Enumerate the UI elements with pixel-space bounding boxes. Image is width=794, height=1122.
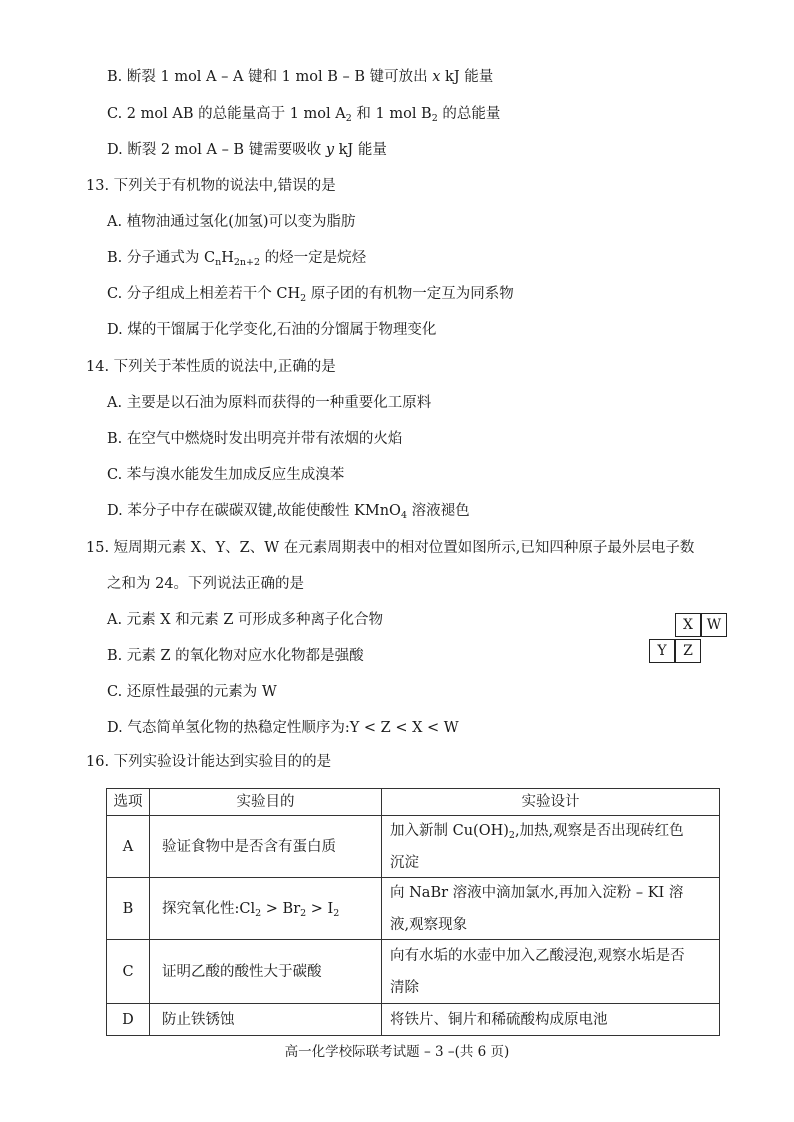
- table-row: [107, 1004, 720, 1036]
- q15-stem-line2: 之和为 24。下列说法正确的是: [107, 576, 305, 592]
- q12-option-b: B. 断裂 1 mol A – A 键和 1 mol B – B 键可放出 x kJ 能量: [107, 69, 494, 85]
- table-row: [107, 940, 720, 1004]
- q15-stem-line1: 15. 短周期元素 X、Y、Z、W 在元素周期表中的相对位置如图所示,已知四种原子最外层电子数: [86, 540, 695, 556]
- cell-w: W: [701, 613, 727, 637]
- row-design: 向 NaBr 溶液中滴加氯水,再加入淀粉 – KI 溶 液,观察现象: [382, 878, 720, 940]
- row-purpose: 探究氧化性$:Cl_2 > Br_2 > I_2$: [150, 878, 382, 940]
- q14-option-b: B. 在空气中燃烧时发出明亮并带有浓烟的火焰: [107, 431, 403, 447]
- cell-z: Z: [675, 639, 701, 663]
- row-purpose: 防止铁锈蚀: [150, 1004, 382, 1036]
- q14-option-c: C. 苯与溴水能发生加成反应生成溴苯: [107, 467, 345, 483]
- q15-option-c: C. 还原性最强的元素为 W: [107, 684, 277, 700]
- q16-stem: 16. 下列实验设计能达到实验目的的是: [86, 754, 332, 770]
- row-option: B: [107, 878, 150, 940]
- cell-x: X: [675, 613, 701, 637]
- q14-stem: 14. 下列关于苯性质的说法中,正确的是: [86, 359, 336, 375]
- row-design: 加入新制 $Cu(OH)_2$,加热,观察是否出现砖红色 沉淀: [382, 816, 720, 878]
- q15-option-a: A. 元素 X 和元素 Z 可形成多种离子化合物: [107, 612, 384, 628]
- q13-option-a: A. 植物油通过氢化(加氢)可以变为脂肪: [107, 214, 356, 230]
- table-row: [107, 816, 720, 878]
- row-purpose: 验证食物中是否含有蛋白质: [150, 816, 382, 878]
- header-option: 选项: [107, 789, 150, 816]
- q15-option-b: B. 元素 Z 的氧化物对应水化物都是强酸: [107, 648, 364, 664]
- row-option: A: [107, 816, 150, 878]
- row-design: 将铁片、铜片和稀硫酸构成原电池: [382, 1004, 720, 1036]
- row-option: D: [107, 1004, 150, 1036]
- q13-option-b: B. 分子通式为 $C_nH_{2n+2}$ 的烃一定是烷烃: [107, 250, 367, 268]
- header-purpose: 实验目的: [150, 789, 382, 816]
- table-header-row: [107, 789, 720, 816]
- q12-option-d: D. 断裂 2 mol A – B 键需要吸收 y kJ 能量: [107, 142, 387, 158]
- q14-option-d: D. 苯分子中存在碳碳双键,故能使酸性 KMnO$_4$ 溶液褪色: [107, 503, 470, 521]
- q12-option-c: C. 2 mol AB 的总能量高于 1 mol $A_2$ 和 1 mol $B_2$ 的总能量: [107, 106, 501, 124]
- q15-option-d: D. 气态简单氢化物的热稳定性顺序为:Y < Z < X < W: [107, 720, 459, 736]
- row-option: C: [107, 940, 150, 1004]
- header-design: 实验设计: [382, 789, 720, 816]
- q13-option-c: C. 分子组成上相差若干个 $CH_2$ 原子团的有机物一定互为同系物: [107, 286, 514, 304]
- q13-option-d: D. 煤的干馏属于化学变化,石油的分馏属于物理变化: [107, 322, 437, 338]
- table-row: [107, 878, 720, 940]
- page-footer: 高一化学校际联考试题 – 3 –(共 6 页): [284, 1044, 510, 1060]
- q14-option-a: A. 主要是以石油为原料而获得的一种重要化工原料: [107, 395, 432, 411]
- experiment-table: [106, 788, 720, 1036]
- periodic-table-fragment: [647, 613, 729, 665]
- q13-stem: 13. 下列关于有机物的说法中,错误的是: [86, 178, 336, 194]
- cell-y: Y: [649, 639, 675, 663]
- row-purpose: 证明乙酸的酸性大于碳酸: [150, 940, 382, 1004]
- row-design: 向有水垢的水壶中加入乙酸浸泡,观察水垢是否 清除: [382, 940, 720, 1004]
